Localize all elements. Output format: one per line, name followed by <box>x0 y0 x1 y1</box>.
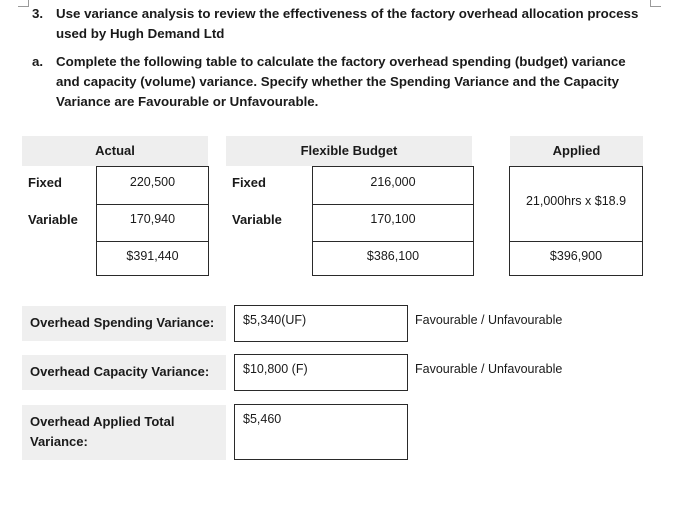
applied-total-value: $396,900 <box>549 249 603 263</box>
capacity-variance-label: Overhead Capacity Variance: <box>22 355 226 390</box>
page-corner-mark-left <box>18 0 29 7</box>
part-a-text-line3: Variance are Favourable or Unfavourable. <box>56 94 319 109</box>
question-text-line1: Use variance analysis to review the effectiveness of the factory overhead allocation process <box>56 6 639 21</box>
divider <box>313 241 473 242</box>
applied-total-variance-label <box>22 405 226 460</box>
actual-fixed-value: 220,500 <box>129 175 176 189</box>
applied-header: Applied <box>510 136 643 166</box>
applied-detail-value: 21,000hrs x $18.9 <box>525 194 627 208</box>
flexible-variable-value: 170,100 <box>370 212 416 226</box>
divider <box>313 204 473 205</box>
spending-variance-value: $5,340(UF) <box>234 305 408 342</box>
flexible-budget-values-box <box>312 166 474 276</box>
flexible-fixed-value: 216,000 <box>370 175 416 189</box>
capacity-variance-options: Favourable / Unfavourable <box>415 362 563 376</box>
applied-total-variance-label-line1: Overhead Applied Total <box>30 414 175 429</box>
part-a-text-line1: Complete the following table to calculate the factory overhead spending (budget) variance <box>56 54 626 69</box>
question-number: 3. <box>32 6 44 21</box>
flexible-total-value: $386,100 <box>366 249 420 263</box>
actual-total-value: $391,440 <box>126 249 179 263</box>
part-a-letter: a. <box>32 54 44 69</box>
divider <box>97 241 208 242</box>
actual-values-box <box>96 166 209 276</box>
part-a <box>32 52 672 112</box>
flexible-variable-label: Variable <box>232 212 282 227</box>
divider <box>510 241 642 242</box>
actual-variable-label: Variable <box>28 212 78 227</box>
question-3 <box>32 4 672 44</box>
applied-values-box <box>509 166 643 276</box>
capacity-variance-value: $10,800 (F) <box>234 354 408 391</box>
flexible-fixed-label: Fixed <box>232 175 266 190</box>
applied-total-variance-label-line2: Variance: <box>30 434 88 449</box>
applied-total-variance-value: $5,460 <box>234 404 408 460</box>
spending-variance-label: Overhead Spending Variance: <box>22 306 226 341</box>
question-text-line2: used by Hugh Demand Ltd <box>56 26 225 41</box>
part-a-text-line2: and capacity (volume) variance. Specify whether the Spending Variance and the Capacity <box>56 74 620 89</box>
spending-variance-options: Favourable / Unfavourable <box>415 313 563 327</box>
actual-variable-value: 170,940 <box>129 212 176 226</box>
flexible-budget-header: Flexible Budget <box>226 136 472 166</box>
actual-fixed-label: Fixed <box>28 175 62 190</box>
divider <box>97 204 208 205</box>
actual-header: Actual <box>22 136 208 166</box>
